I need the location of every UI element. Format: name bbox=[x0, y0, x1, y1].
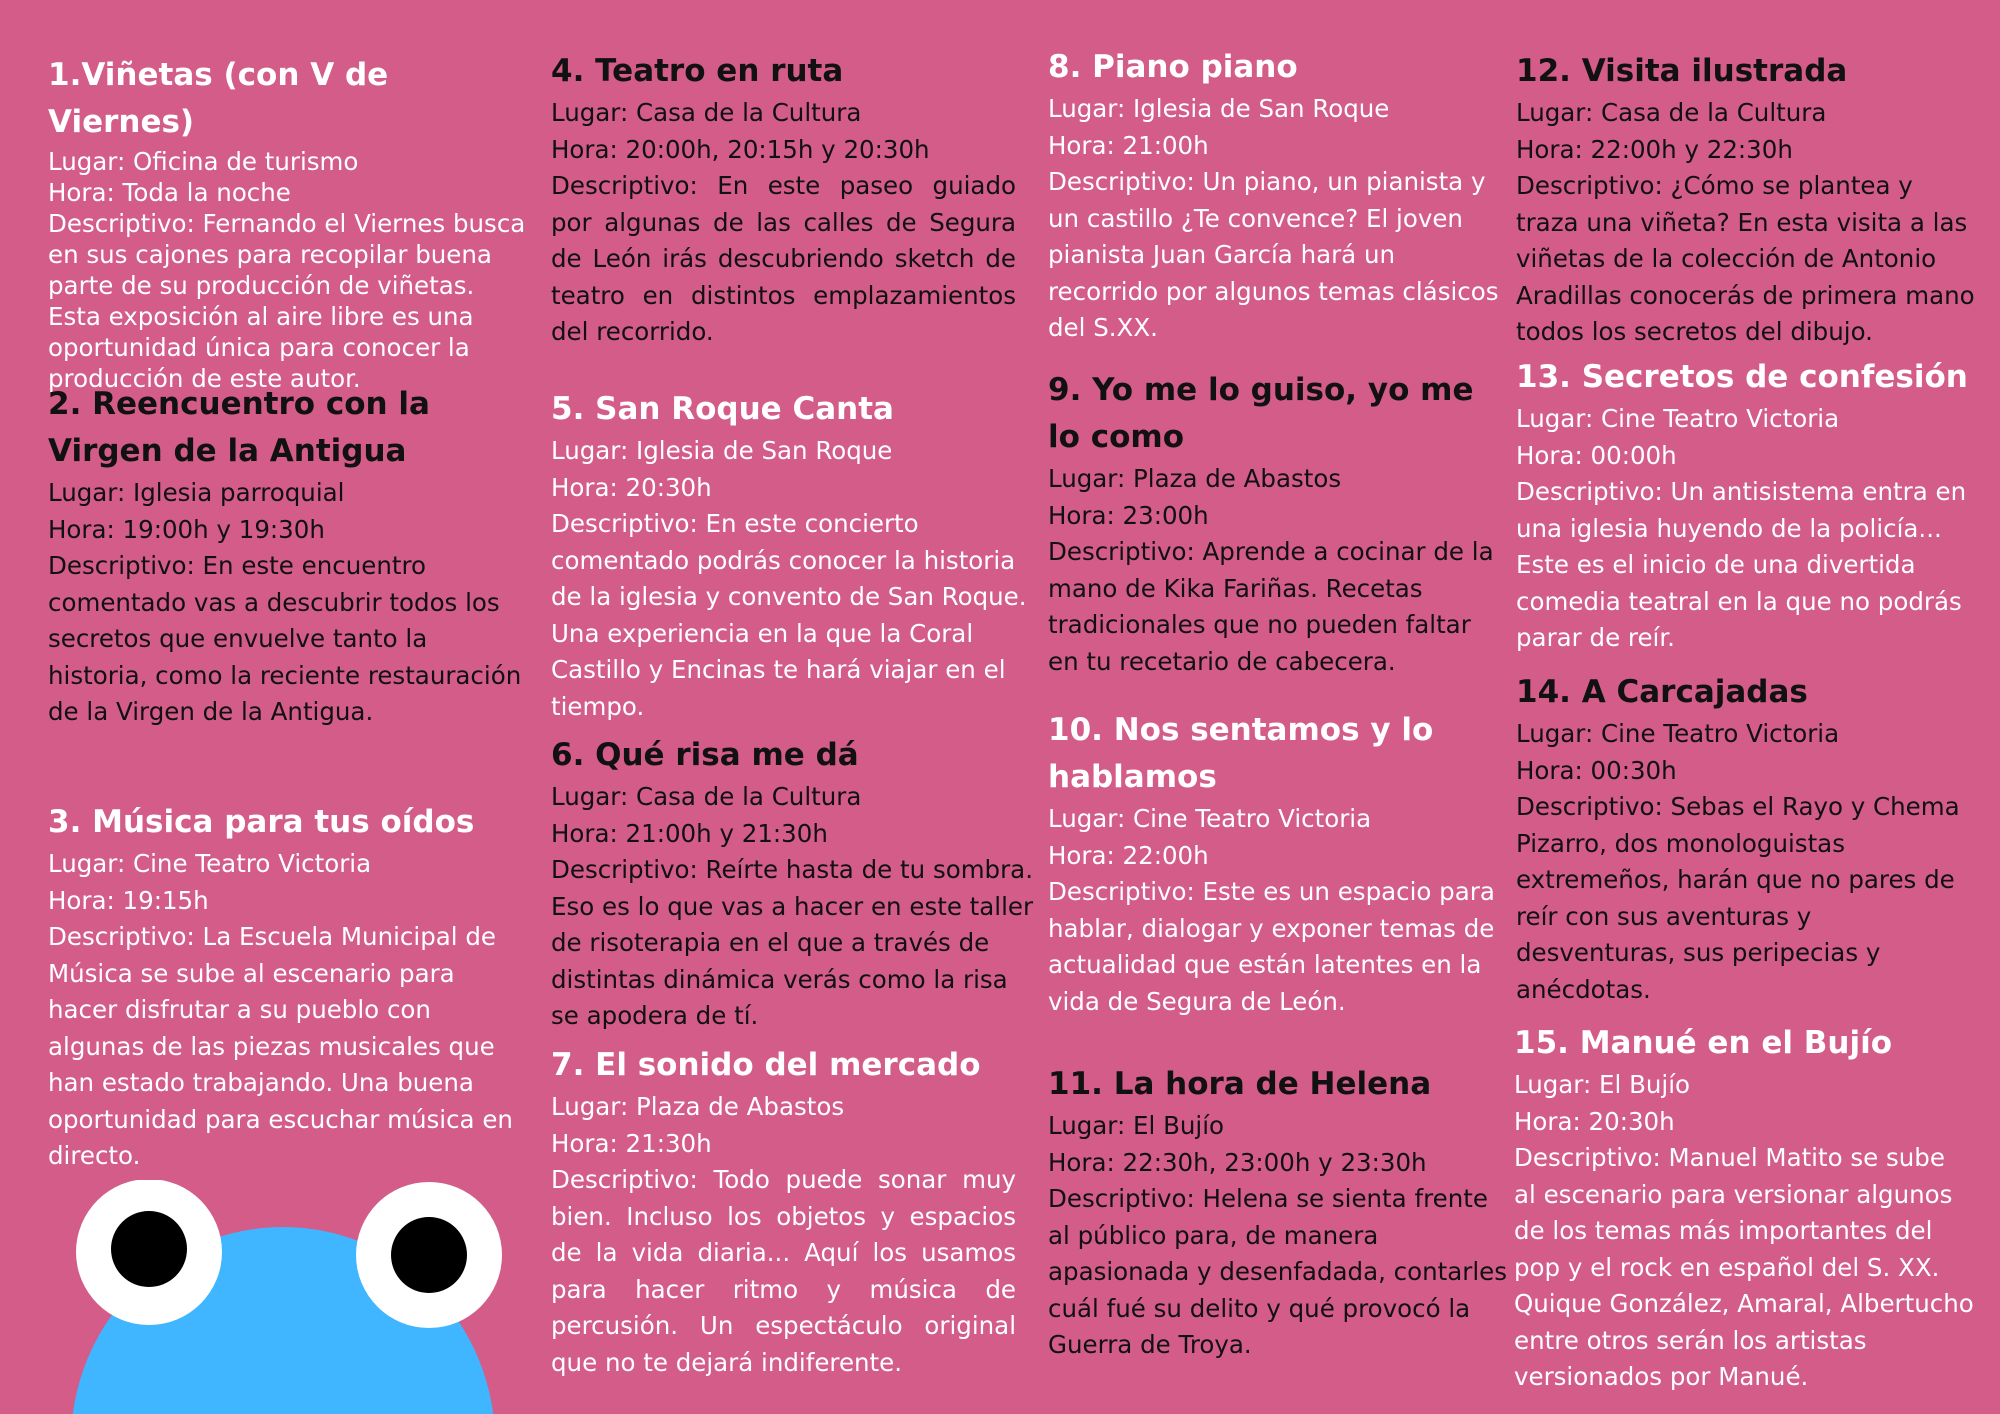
event-desc: Descriptivo: En este paseo guiado por algunas de las calles de Segura de León irás descubriendo sketch de teatro en distintos emplazamientos del recorrido. bbox=[551, 171, 1016, 346]
event-desc: Descriptivo: Fernando el Viernes busca en sus cajones para recopilar buena parte de su producción de viñetas. Esta exposición al aire libre es una oportunidad única para conocer la producción de este autor. bbox=[48, 209, 526, 393]
event-hora: Hora: 21:00h y 21:30h bbox=[551, 818, 828, 848]
event-title: 10. Nos sentamos y lo hablamos bbox=[1048, 712, 1434, 795]
event-15 bbox=[1514, 1020, 1974, 1396]
event-hora: Hora: 00:00h bbox=[1516, 440, 1677, 470]
event-desc: Descriptivo: Sebas el Rayo y Chema Pizarro, dos monologuistas extremeños, harán que no pares de reír con sus aventuras y desventuras, sus peripecias y anécdotas. bbox=[1516, 792, 1960, 1004]
event-title: 13. Secretos de confesión bbox=[1516, 359, 1968, 395]
event-desc: Descriptivo: En este concierto comentado podrás conocer la historia de la iglesia y convento de San Roque. Una experiencia en la que la Coral Castillo y Encinas te hará viajar en el tiempo. bbox=[551, 509, 1027, 721]
event-title: 12. Visita ilustrada bbox=[1516, 53, 1848, 89]
event-hora: Hora: Toda la noche bbox=[48, 178, 291, 207]
event-lugar: Lugar: Casa de la Cultura bbox=[551, 782, 862, 811]
event-lugar: Lugar: Casa de la Cultura bbox=[1516, 98, 1827, 127]
event-title: 14. A Carcajadas bbox=[1516, 674, 1808, 710]
event-desc: Descriptivo: La Escuela Municipal de Música se sube al escenario para hacer disfrutar a su pueblo con algunas de las piezas musicales que han estado trabajando. Una buena oportunidad para escuchar música en directo. bbox=[48, 922, 513, 1170]
event-lugar: Lugar: Plaza de Abastos bbox=[551, 1092, 845, 1121]
event-1 bbox=[48, 52, 528, 394]
event-title: 9. Yo me lo guiso, yo me lo como bbox=[1048, 372, 1474, 455]
event-hora: Hora: 21:30h bbox=[551, 1128, 712, 1158]
event-desc: Descriptivo: Manuel Matito se sube al escenario para versionar algunos de los temas más importantes del pop y el rock en español del S. XX. Quique González, Amaral, Albertucho entre otros serán los artistas versionados por Manué. bbox=[1514, 1143, 1974, 1391]
event-9 bbox=[1048, 367, 1508, 680]
event-desc: Descriptivo: Este es un espacio para hablar, dialogar y exponer temas de actualidad que están latentes en la vida de Segura de León. bbox=[1048, 877, 1495, 1016]
event-3 bbox=[48, 799, 528, 1175]
event-6 bbox=[551, 732, 1041, 1035]
event-title: 15. Manué en el Bujío bbox=[1514, 1025, 1893, 1061]
event-10 bbox=[1048, 707, 1508, 1020]
event-lugar: Lugar: Cine Teatro Victoria bbox=[1048, 804, 1372, 833]
frog-mascot-illustration bbox=[70, 1180, 510, 1414]
mascot-pupil-right bbox=[391, 1217, 467, 1293]
event-hora: Hora: 00:30h bbox=[1516, 755, 1677, 785]
event-hora: Hora: 20:30h bbox=[551, 472, 712, 502]
event-title: 11. La hora de Helena bbox=[1048, 1066, 1432, 1102]
event-hora: Hora: 19:00h y 19:30h bbox=[48, 514, 325, 544]
event-hora: Hora: 20:00h, 20:15h y 20:30h bbox=[551, 134, 930, 164]
event-title: 7. El sonido del mercado bbox=[551, 1047, 981, 1083]
event-hora: Hora: 20:30h bbox=[1514, 1106, 1675, 1136]
event-title: 2. Reencuentro con la Virgen de la Antigua bbox=[48, 386, 430, 469]
event-12 bbox=[1516, 48, 1976, 351]
event-lugar: Lugar: Cine Teatro Victoria bbox=[1516, 719, 1840, 748]
event-hora: Hora: 22:00h bbox=[1048, 840, 1209, 870]
event-lugar: Lugar: Cine Teatro Victoria bbox=[1516, 404, 1840, 433]
event-hora: Hora: 19:15h bbox=[48, 885, 209, 915]
event-desc: Descriptivo: ¿Cómo se plantea y traza una viñeta? En esta visita a las viñetas de la colección de Antonio Aradillas conocerás de primera mano todos los secretos del dibujo. bbox=[1516, 171, 1975, 346]
event-lugar: Lugar: Casa de la Cultura bbox=[551, 98, 862, 127]
event-desc: Descriptivo: Helena se sienta frente al público para, de manera apasionada y desenfadada, contarles cuál fué su delito y qué provocó la Guerra de Troya. bbox=[1048, 1184, 1507, 1359]
event-hora: Hora: 22:00h y 22:30h bbox=[1516, 134, 1793, 164]
event-lugar: Lugar: El Bujío bbox=[1048, 1111, 1225, 1140]
event-2 bbox=[48, 381, 528, 731]
event-title: 8. Piano piano bbox=[1048, 49, 1298, 85]
event-11 bbox=[1048, 1061, 1508, 1364]
event-8 bbox=[1048, 44, 1508, 347]
event-desc: Descriptivo: Un antisistema entra en una iglesia huyendo de la policía... Este es el inicio de una divertida comedia teatral en la que no podrás parar de reír. bbox=[1516, 477, 1967, 652]
event-4 bbox=[551, 48, 1016, 351]
event-7 bbox=[551, 1042, 1016, 1381]
event-title: 5. San Roque Canta bbox=[551, 391, 894, 427]
event-lugar: Lugar: El Bujío bbox=[1514, 1070, 1691, 1099]
event-desc: Descriptivo: Reírte hasta de tu sombra. Eso es lo que vas a hacer en este taller de risoterapia en el que a través de distintas dinámica verás como la risa se apodera de tí. bbox=[551, 855, 1034, 1030]
event-hora: Hora: 23:00h bbox=[1048, 500, 1209, 530]
event-13 bbox=[1516, 354, 1986, 657]
event-title: 6. Qué risa me dá bbox=[551, 737, 859, 773]
event-desc: Descriptivo: Aprende a cocinar de la mano de Kika Fariñas. Recetas tradicionales que no pueden faltar en tu recetario de cabecera. bbox=[1048, 537, 1494, 676]
event-desc: Descriptivo: Un piano, un pianista y un castillo ¿Te convence? El joven pianista Juan García hará un recorrido por algunos temas clásicos del S.XX. bbox=[1048, 167, 1499, 342]
event-lugar: Lugar: Iglesia parroquial bbox=[48, 478, 345, 507]
event-lugar: Lugar: Oficina de turismo bbox=[48, 147, 359, 176]
event-hora: Hora: 22:30h, 23:00h y 23:30h bbox=[1048, 1147, 1427, 1177]
event-lugar: Lugar: Iglesia de San Roque bbox=[1048, 94, 1390, 123]
event-desc: Descriptivo: Todo puede sonar muy bien. Incluso los objetos y espacios de la vida diaria... Aquí los usamos para hacer ritmo y música de percusión. Un espectáculo original que no te dejará indiferente. bbox=[551, 1165, 1016, 1377]
event-lugar: Lugar: Cine Teatro Victoria bbox=[48, 849, 372, 878]
event-title: 4. Teatro en ruta bbox=[551, 53, 844, 89]
event-title: 1.Viñetas (con V de Viernes) bbox=[48, 57, 389, 140]
event-title: 3. Música para tus oídos bbox=[48, 804, 475, 840]
event-14 bbox=[1516, 669, 1976, 1008]
event-lugar: Lugar: Plaza de Abastos bbox=[1048, 464, 1342, 493]
event-desc: Descriptivo: En este encuentro comentado vas a descubrir todos los secretos que envuelve tanto la historia, como la reciente restauración de la Virgen de la Antigua. bbox=[48, 551, 522, 726]
event-5 bbox=[551, 386, 1036, 725]
event-lugar: Lugar: Iglesia de San Roque bbox=[551, 436, 893, 465]
event-hora: Hora: 21:00h bbox=[1048, 130, 1209, 160]
mascot-pupil-left bbox=[111, 1211, 187, 1287]
